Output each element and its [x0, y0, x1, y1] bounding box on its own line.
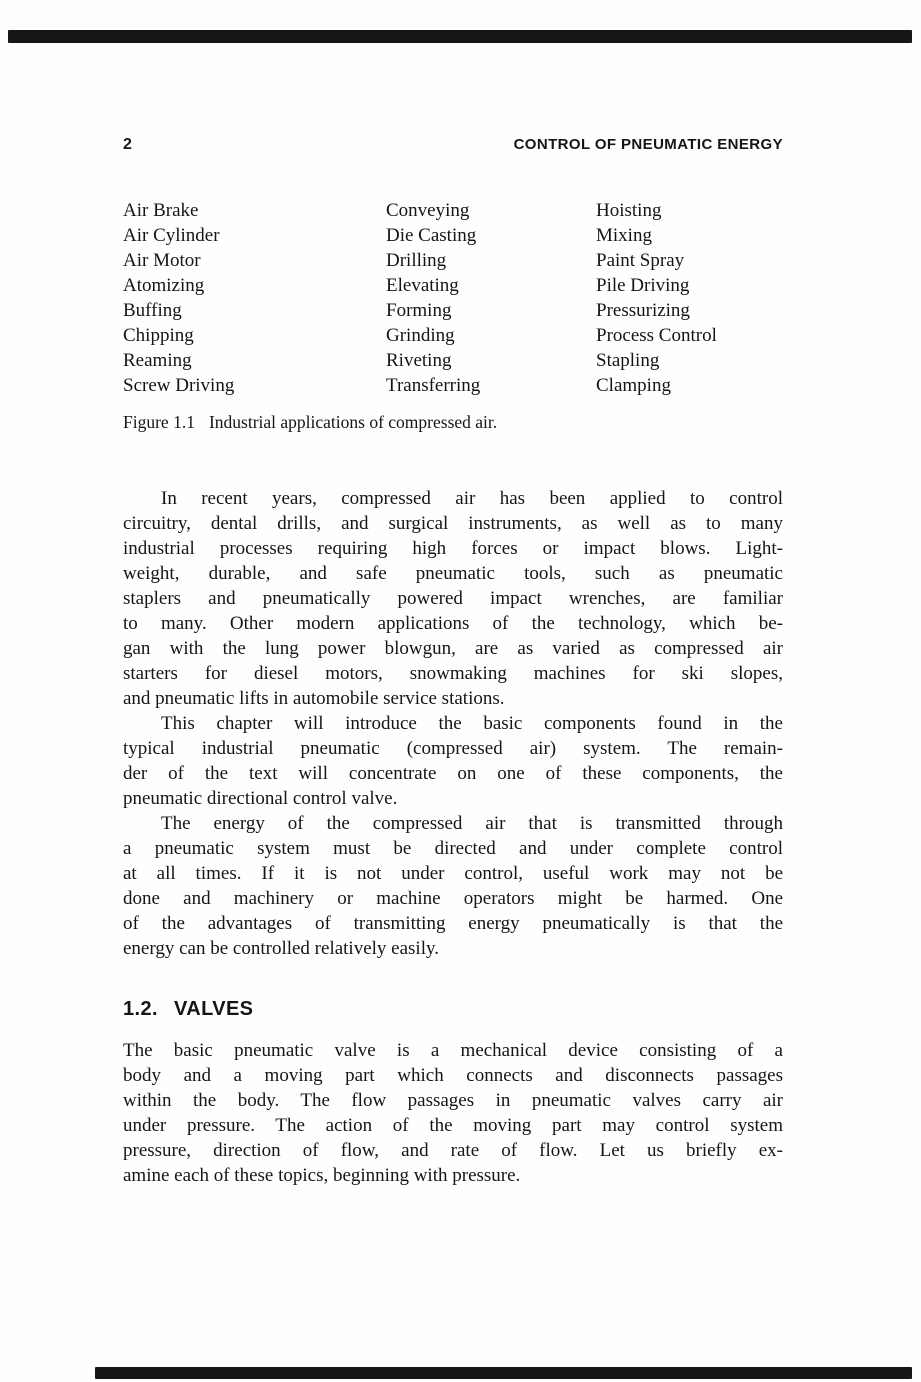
body-line: body and a moving part which connects and disconnects passages [123, 1065, 783, 1086]
list-item: Forming [386, 300, 452, 321]
list-item: Transferring [386, 375, 481, 396]
figure-caption-text: Industrial applications of compressed air. [208, 412, 498, 432]
list-item: Elevating [386, 275, 459, 296]
body-line: within the body. The flow passages in pneumatic valves carry air [123, 1090, 783, 1111]
page-content [123, 136, 783, 1188]
list-item: Process Control [596, 325, 717, 346]
scan-artifact-bar-top [8, 30, 912, 43]
body-line: In recent years, compressed air has been applied to control [161, 488, 783, 509]
list-item: Riveting [386, 350, 452, 371]
list-item: Clamping [596, 375, 671, 396]
body-line: of the advantages of transmitting energy pneumatically is that the [123, 913, 783, 934]
body-paragraph-4 [123, 1038, 783, 1188]
running-head: CONTROL OF PNEUMATIC ENERGY [513, 136, 783, 153]
list-column [386, 198, 596, 398]
list-item: Air Brake [123, 200, 199, 221]
body-line: circuitry, dental drills, and surgical instruments, as well as to many [123, 513, 783, 534]
list-item: Air Motor [123, 250, 201, 271]
list-item: Pressurizing [596, 300, 690, 321]
body-line: der of the text will concentrate on one of these components, the [123, 763, 783, 784]
section-number: 1.2. [123, 998, 158, 1020]
scan-artifact-bar-bottom [95, 1367, 912, 1379]
list-item: Reaming [123, 350, 192, 371]
list-item: Conveying [386, 200, 470, 221]
body-paragraph-2 [123, 711, 783, 811]
body-line: and pneumatic lifts in automobile service stations. [123, 688, 505, 709]
list-item: Drilling [386, 250, 447, 271]
body-line: at all times. If it is not under control, useful work may not be [123, 863, 783, 884]
body-line: typical industrial pneumatic (compressed air) system. The remain- [123, 738, 783, 759]
list-item: Grinding [386, 325, 455, 346]
body-line: pneumatic directional control valve. [123, 788, 398, 809]
figure-caption [123, 411, 783, 433]
body-line: staplers and pneumatically powered impact wrenches, are familiar [123, 588, 783, 609]
list-column [596, 198, 783, 398]
body-line: weight, durable, and safe pneumatic tools, such as pneumatic [123, 563, 783, 584]
body-line: This chapter will introduce the basic components found in the [161, 713, 783, 734]
section-title: VALVES [173, 998, 254, 1020]
list-item: Pile Driving [596, 275, 690, 296]
page-number: 2 [123, 136, 132, 153]
applications-list [123, 198, 783, 398]
body-line: The energy of the compressed air that is transmitted through [161, 813, 783, 834]
body-line: industrial processes requiring high forces or impact blows. Light- [123, 538, 783, 559]
list-item: Air Cylinder [123, 225, 220, 246]
list-item: Mixing [596, 225, 652, 246]
list-item: Die Casting [386, 225, 477, 246]
body-line: done and machinery or machine operators might be harmed. One [123, 888, 783, 909]
list-item: Stapling [596, 350, 660, 371]
list-item: Hoisting [596, 200, 662, 221]
body-line: under pressure. The action of the moving part may control system [123, 1115, 783, 1136]
body-line: amine each of these topics, beginning with pressure. [123, 1165, 521, 1186]
list-item: Chipping [123, 325, 194, 346]
body-paragraph-3 [123, 811, 783, 961]
body-line: gan with the lung power blowgun, are as varied as compressed air [123, 638, 783, 659]
body-line: The basic pneumatic valve is a mechanical device consisting of a [123, 1040, 783, 1061]
body-line: a pneumatic system must be directed and under complete control [123, 838, 783, 859]
body-line: pressure, direction of flow, and rate of flow. Let us briefly ex- [123, 1140, 783, 1161]
body-paragraph-1 [123, 486, 783, 711]
list-item: Atomizing [123, 275, 205, 296]
list-column [123, 198, 386, 398]
list-item: Buffing [123, 300, 182, 321]
body-line: energy can be controlled relatively easily. [123, 938, 440, 959]
page-header [123, 136, 783, 154]
figure-caption-label: Figure 1.1 [123, 412, 195, 432]
list-item: Paint Spray [596, 250, 685, 271]
body-line: to many. Other modern applications of the technology, which be- [123, 613, 783, 634]
list-item: Screw Driving [123, 375, 235, 396]
section-heading [123, 998, 783, 1022]
body-line: starters for diesel motors, snowmaking machines for ski slopes, [123, 663, 783, 684]
